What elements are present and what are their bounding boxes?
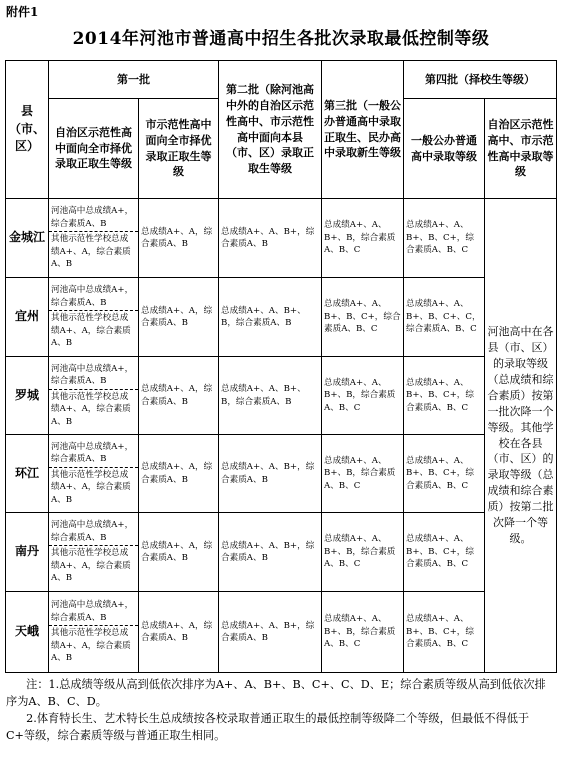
- footnote-1: 注：1.总成绩等级从高到低依次排序为A+、A、B+、B、C+、C、D、E；综合素质等级从高到低依次排序为A、B、C、D。: [6, 678, 546, 708]
- other-schools-grade: 其他示范性学校总成绩A+、A，综合素质A、B: [49, 231, 138, 270]
- county-name: 金城江: [6, 199, 49, 278]
- other-schools-grade: 其他示范性学校总成绩A+、A，综合素质A、B: [49, 625, 138, 664]
- batch1-col1-cell: [49, 278, 139, 357]
- other-schools-grade: 其他示范性学校总成绩A+、A，综合素质A、B: [49, 467, 138, 506]
- hechi-high-grade: 河池高中总成绩A+，综合素质A、B: [51, 520, 134, 543]
- batch1-col1-cell: [49, 513, 139, 592]
- batch1-col1-cell: [49, 435, 139, 513]
- table-row: [6, 592, 557, 673]
- batch3-cell: 总成绩A+、A、B+、B、C+，综合素质A、B、C: [322, 278, 404, 357]
- hechi-high-grade: 河池高中总成绩A+，综合素质A、B: [51, 600, 134, 623]
- batch4-col1-cell: 总成绩A+、A、B+、B、C+，综合素质A、B、C: [404, 199, 485, 278]
- header-county: 县（市、区）: [6, 61, 49, 199]
- county-name: 罗城: [6, 357, 49, 435]
- header-batch4-col1: 一般公办普通高中录取等级: [404, 99, 485, 199]
- batch3-cell: 总成绩A+、A、B+、B，综合素质A、B、C: [322, 592, 404, 673]
- hechi-high-grade: 河池高中总成绩A+，综合素质A、B: [51, 206, 134, 229]
- header-batch1-col1: 自治区示范性高中面向全市择优录取正取生等级: [49, 99, 139, 199]
- other-schools-grade: 其他示范性学校总成绩A+、A，综合素质A、B: [49, 389, 138, 428]
- other-schools-grade: 其他示范性学校总成绩A+、A，综合素质A、B: [49, 545, 138, 584]
- batch4-col1-cell: 总成绩A+、A、B+、B、C+，综合素质A、B、C: [404, 435, 485, 513]
- hechi-high-grade: 河池高中总成绩A+，综合素质A、B: [51, 363, 134, 387]
- batch4-col1-cell: 总成绩A+、A、B+、B、C+、C，综合素质A、B、C: [404, 278, 485, 357]
- header-batch1: 第一批: [49, 61, 219, 99]
- county-name: 天峨: [6, 592, 49, 673]
- table-row: [6, 435, 557, 513]
- batch1-col2-cell: 总成绩A+、A，综合素质A、B: [139, 435, 219, 513]
- header-batch1-col2: 市示范性高中面向全市择优录取正取生等级: [139, 99, 219, 199]
- batch1-col2-cell: 总成绩A+、A，综合素质A、B: [139, 592, 219, 673]
- batch1-col1-cell: [49, 592, 139, 673]
- county-name: 环江: [6, 435, 49, 513]
- table-row: [6, 357, 557, 435]
- hechi-high-grade: 河池高中总成绩A+，综合素质A、B: [51, 285, 134, 308]
- batch1-col2-cell: 总成绩A+、A，综合素质A、B: [139, 278, 219, 357]
- county-name: 南丹: [6, 513, 49, 592]
- batch4-col1-cell: 总成绩A+、A、B+、B、C+，综合素质A、B、C: [404, 357, 485, 435]
- batch1-col1-cell: [49, 199, 139, 278]
- batch1-col1-cell: [49, 357, 139, 435]
- batch3-cell: 总成绩A+、A、B+、B，综合素质A、B、C: [322, 435, 404, 513]
- batch1-col2-cell: 总成绩A+、A，综合素质A、B: [139, 357, 219, 435]
- batch3-cell: 总成绩A+、A、B+、B，综合素质A、B、C: [322, 199, 404, 278]
- batch2-cell: 总成绩A+、A、B+，综合素质A、B: [219, 513, 322, 592]
- batch2-cell: 总成绩A+、A、B+、B，综合素质A、B: [219, 278, 322, 357]
- attachment-label: 附件1: [6, 5, 39, 19]
- header-batch4-col2: 自治区示范性高中、市示范性高中录取等级: [485, 99, 557, 199]
- table-row: [6, 278, 557, 357]
- footnotes: [6, 676, 556, 744]
- batch2-cell: 总成绩A+、A、B+、B，综合素质A、B: [219, 357, 322, 435]
- header-batch4: 第四批（择校生等级）: [404, 61, 557, 99]
- batch4-col1-cell: 总成绩A+、A、B+、B、C+，综合素质A、B、C: [404, 592, 485, 673]
- batch2-cell: 总成绩A+、A、B+，综合素质A、B: [219, 435, 322, 513]
- batch3-cell: 总成绩A+、A、B+、B，综合素质A、B、C: [322, 357, 404, 435]
- table-row: [6, 199, 557, 278]
- batch2-cell: 总成绩A+、A、B+，综合素质A、B: [219, 199, 322, 278]
- header-batch2: 第二批（除河池高中外的自治区示范性高中、市示范性高中面向本县（市、区）录取正取生等级: [219, 61, 322, 199]
- batch3-cell: 总成绩A+、A、B+、B，综合素质A、B、C: [322, 513, 404, 592]
- batch4-col1-cell: 总成绩A+、A、B+、B、C+，综合素质A、B、C: [404, 513, 485, 592]
- batch1-col2-cell: 总成绩A+、A，综合素质A、B: [139, 199, 219, 278]
- batch4-col2-merged-note: 河池高中在各县（市、区）的录取等级（总成绩和综合素质）按第一批次降一个等级。其他学校在各县（市、区）的录取等级（总成绩和综合素质）按第二批次降一个等级。: [485, 199, 557, 673]
- page-title: 2014年河池市普通高中招生各批次录取最低控制等级: [72, 29, 490, 49]
- batch1-col2-cell: 总成绩A+、A，综合素质A、B: [139, 513, 219, 592]
- footnote-2: 2.体育特长生、艺术特长生总成绩按各校录取普通正取生的最低控制等级降二个等级，但最低不得低于C+等级，综合素质等级与普通正取生相同。: [6, 712, 530, 742]
- header-batch3: 第三批（一般公办普通高中录取正取生、民办高中录取新生等级: [322, 61, 404, 199]
- other-schools-grade: 其他示范性学校总成绩A+、A，综合素质A、B: [49, 310, 138, 349]
- batch2-cell: 总成绩A+、A、B+，综合素质A、B: [219, 592, 322, 673]
- admission-table: [5, 60, 557, 673]
- hechi-high-grade: 河池高中总成绩A+，综合素质A、B: [51, 441, 134, 465]
- county-name: 宜州: [6, 278, 49, 357]
- table-row: [6, 513, 557, 592]
